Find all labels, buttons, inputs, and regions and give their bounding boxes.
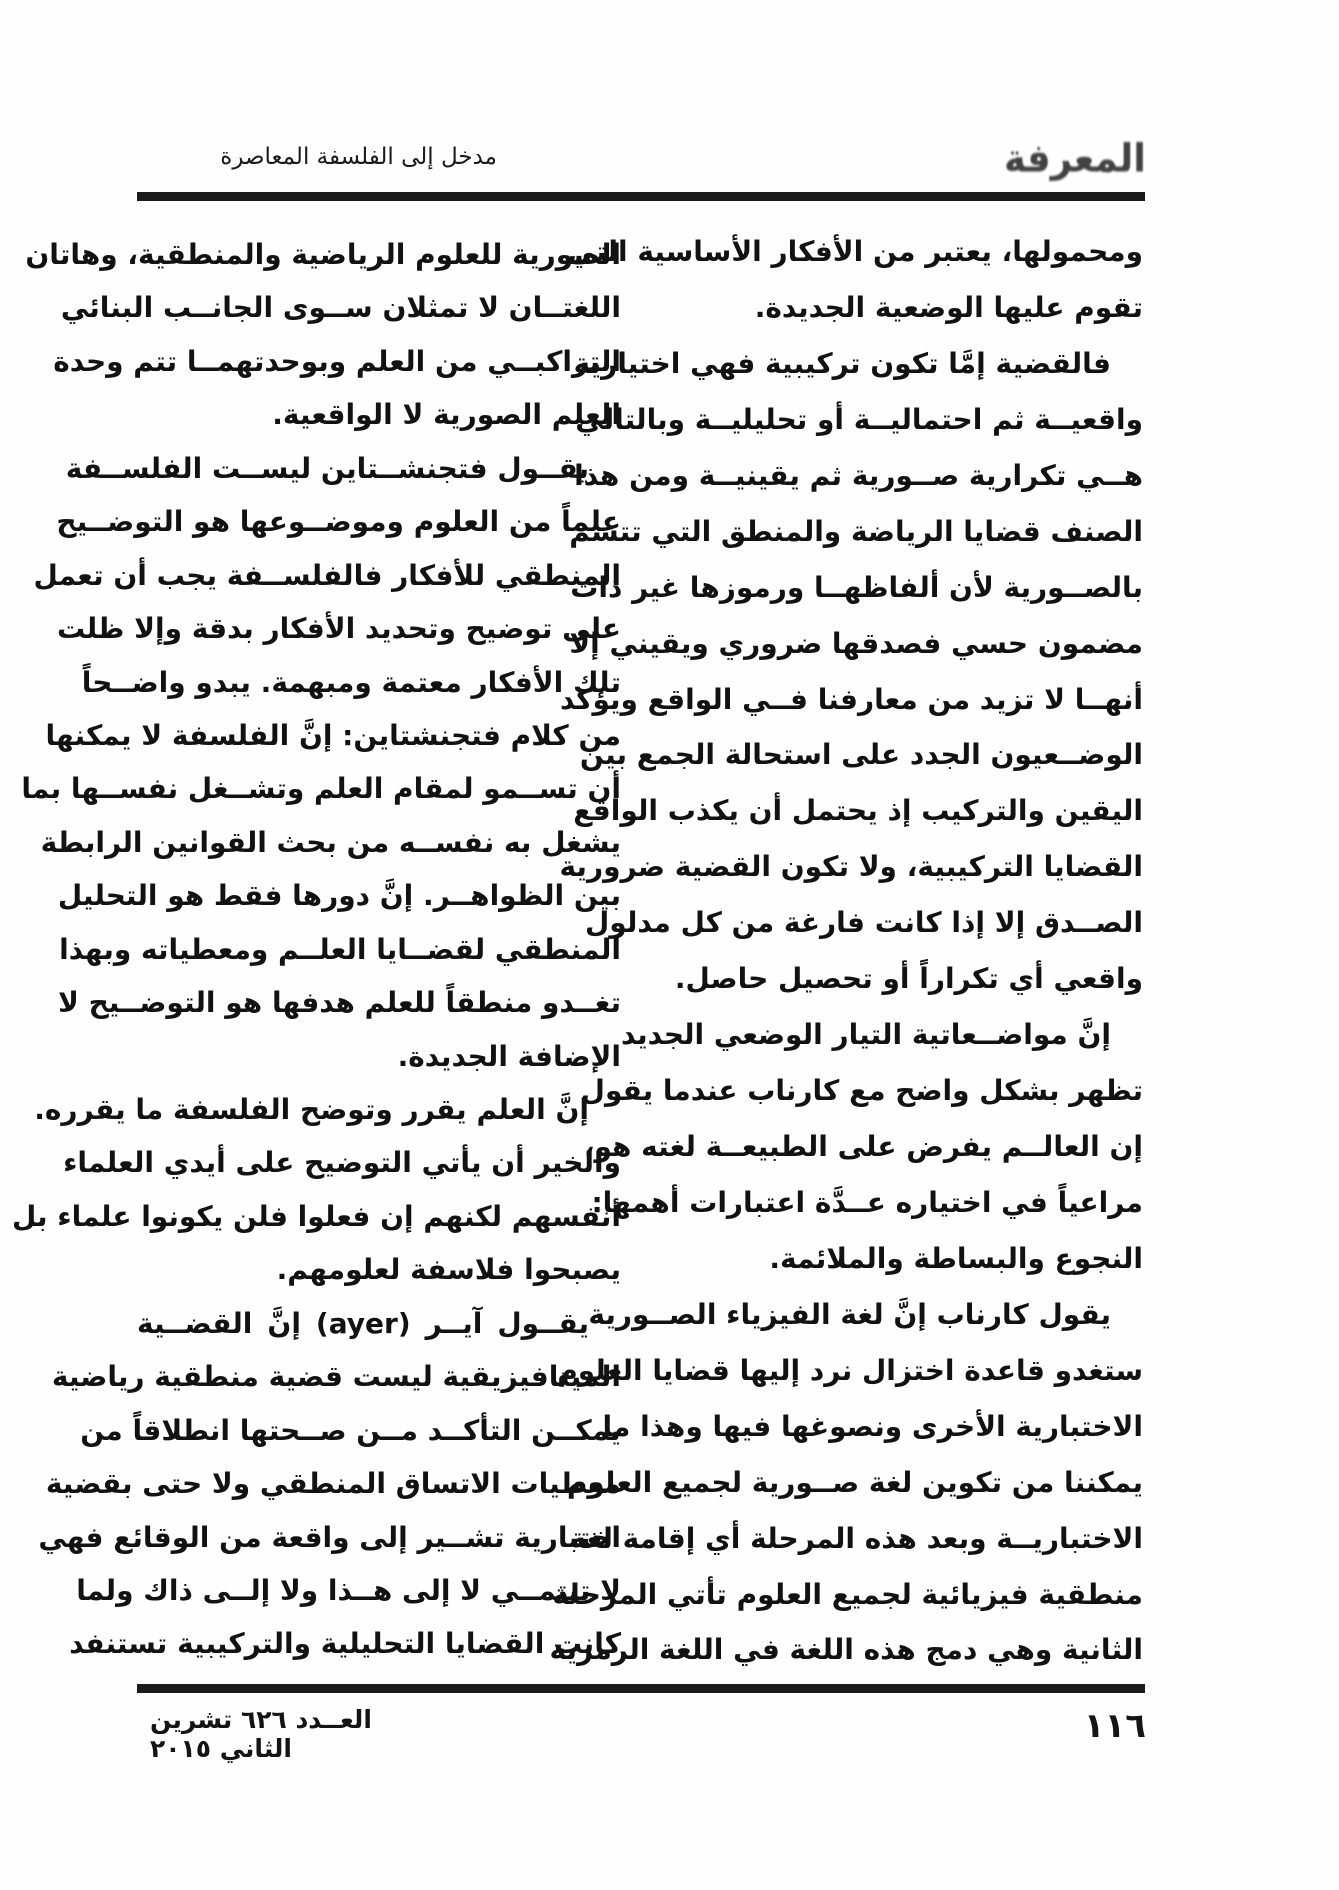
text-line: الإضافة الجديدة. xyxy=(397,1039,621,1073)
text-line: الاختباريــة وبعد هذه المرحلة أي إقامة لغة xyxy=(569,1521,1143,1555)
text-line: كانت القضايا التحليلية والتركيبية تستنفد xyxy=(69,1627,621,1661)
text-line: على توضيح وتحديد الأفكار بدقة وإلا ظلت xyxy=(56,612,621,646)
issue-date-label: العــدد ٦٢٦ تشرين الثاني ٢٠١٥ xyxy=(150,1705,372,1763)
text-line: المنطقي للأفكار فالفلســفة يجب أن تعمل xyxy=(33,558,621,592)
text-line: يمكننا من تكوين لغة صــورية لجميع العلوم xyxy=(566,1465,1143,1499)
text-line: الثانية وهي دمج هذه اللغة في اللغة الرمزية xyxy=(549,1633,1143,1667)
text-line: يشغل به نفســه من بحث القوانين الرابطة xyxy=(40,825,621,859)
text-line: هــي تكرارية صــورية ثم يقينيــة ومن هذا xyxy=(574,458,1143,492)
text-line: إن العالــم يفرض على الطبيعــة لغته هو، xyxy=(583,1130,1143,1163)
text-line: ومحمولها، يعتبر من الأفكار الأساسية التي xyxy=(567,235,1143,268)
text-line: الوضــعيون الجدد على استحالة الجمع بين xyxy=(579,738,1143,772)
text-line: الصورية للعلوم الرياضية والمنطقية، وهاتان xyxy=(25,238,621,271)
text-line: يقــول آيــر (ayer) إنَّ القضــية xyxy=(137,1306,589,1340)
text-line: الميتافيزيقية ليست قضية منطقية رياضية xyxy=(51,1360,621,1394)
text-line: تقوم عليها الوضعية الجديدة. xyxy=(754,290,1143,324)
text-line: ستغدو قاعدة اختزال نرد إليها قضايا العلوم xyxy=(557,1353,1143,1387)
text-line: العلم الصورية لا الواقعية. xyxy=(272,398,621,432)
text-line: أن تســمو لمقام العلم وتشــغل نفســها بما xyxy=(21,772,621,806)
text-line: بين الظواهــر. إنَّ دورها فقط هو التحليل xyxy=(57,879,621,913)
text-line: اليقين والتركيب إذ يحتمل أن يكذب الواقع xyxy=(573,794,1143,828)
text-line: تغــدو منطقاً للعلم هدفها هو التوضــيح لا xyxy=(57,986,621,1020)
text-line: يقول كارناب إنَّ لغة الفيزياء الصــورية xyxy=(588,1297,1111,1331)
text-line: الصنف قضايا الرياضة والمنطق التي تتسم xyxy=(569,514,1143,548)
text-line: والخير أن يأتي التوضيح على أيدي العلماء xyxy=(63,1146,621,1180)
text-line: مضمون حسي فصدقها ضروري ويقيني إلا xyxy=(569,626,1143,660)
text-line: تلك الأفكار معتمة ومبهمة. يبدو واضــحاً xyxy=(81,665,621,699)
text-line: إنَّ مواضــعاتية التيار الوضعي الجديد xyxy=(620,1018,1111,1052)
text-line: واقعيــة ثم احتماليــة أو تحليليــة وبالتالي xyxy=(575,402,1143,436)
text-line: منطقية فيزيائية لجميع العلوم تأتي المرحلة xyxy=(552,1577,1143,1611)
text-line: اختبارية تشــير إلى واقعة من الوقائع فهي xyxy=(38,1520,621,1554)
text-line: يمكــن التأكــد مــن صــحتها انطلاقاً من xyxy=(80,1413,621,1447)
header-rule xyxy=(137,192,1145,201)
page-number: ١١٦ xyxy=(1083,1706,1146,1746)
text-line: النجوع والبساطة والملائمة. xyxy=(769,1241,1143,1275)
text-line: علماً من العلوم وموضــوعها هو التوضــيح xyxy=(56,505,621,539)
text-line: واقعي أي تكراراً أو تحصيل حاصل. xyxy=(674,962,1143,996)
text-line: الاختبارية الأخرى ونصوغها فيها وهذا ما xyxy=(602,1409,1143,1443)
text-line: يصبحوا فلاسفة لعلومهم. xyxy=(276,1253,621,1287)
magazine-logo: المعرفة xyxy=(1004,135,1146,182)
text-line: فالقضية إمَّا تكون تركيبية فهي اختيارية xyxy=(573,346,1111,380)
text-line: بالصــورية لأن ألفاظهــا ورموزها غير ذات xyxy=(570,570,1143,604)
text-column-right xyxy=(549,224,1143,1678)
text-line: تظهر بشكل واضح مع كارناب عندما يقول xyxy=(580,1074,1143,1108)
text-line: لا تنتمــي لا إلى هــذا ولا إلــى ذاك ولما xyxy=(76,1573,621,1607)
text-line: اللغتــان لا تمثلان ســوى الجانــب البنائي xyxy=(60,291,621,325)
text-line: الصــدق إلا إذا كانت فارغة من كل مدلول xyxy=(584,906,1143,940)
text-line: يقــول فتجنشــتاين ليســت الفلســفة xyxy=(65,451,589,485)
footer-rule xyxy=(137,1684,1145,1693)
article-title: مدخل إلى الفلسفة المعاصرة xyxy=(220,144,497,170)
text-line: المنطقي لقضــايا العلــم ومعطياته وبهذا xyxy=(59,932,621,966)
text-line: مراعياً في اختياره عــدَّة اعتبارات أهمها: xyxy=(591,1185,1143,1219)
text-line: القضايا التركيبية، ولا تكون القضية ضرورية xyxy=(559,850,1143,884)
text-line: أنفسهم لكنهم إن فعلوا فلن يكونوا علماء بل xyxy=(12,1199,621,1233)
text-column-left xyxy=(12,228,621,1671)
text-line: التراكبــي من العلم وبوحدتهمــا تتم وحدة xyxy=(53,344,621,378)
text-line: معطيات الاتساق المنطقي ولا حتى بقضية xyxy=(45,1467,621,1501)
text-line: من كلام فتجنشتاين: إنَّ الفلسفة لا يمكنها xyxy=(45,718,621,752)
text-line: أنهــا لا تزيد من معارفنا فــي الواقع ويؤكد xyxy=(560,682,1143,716)
text-line: إنَّ العلم يقرر وتوضح الفلسفة ما يقرره. xyxy=(34,1093,589,1126)
